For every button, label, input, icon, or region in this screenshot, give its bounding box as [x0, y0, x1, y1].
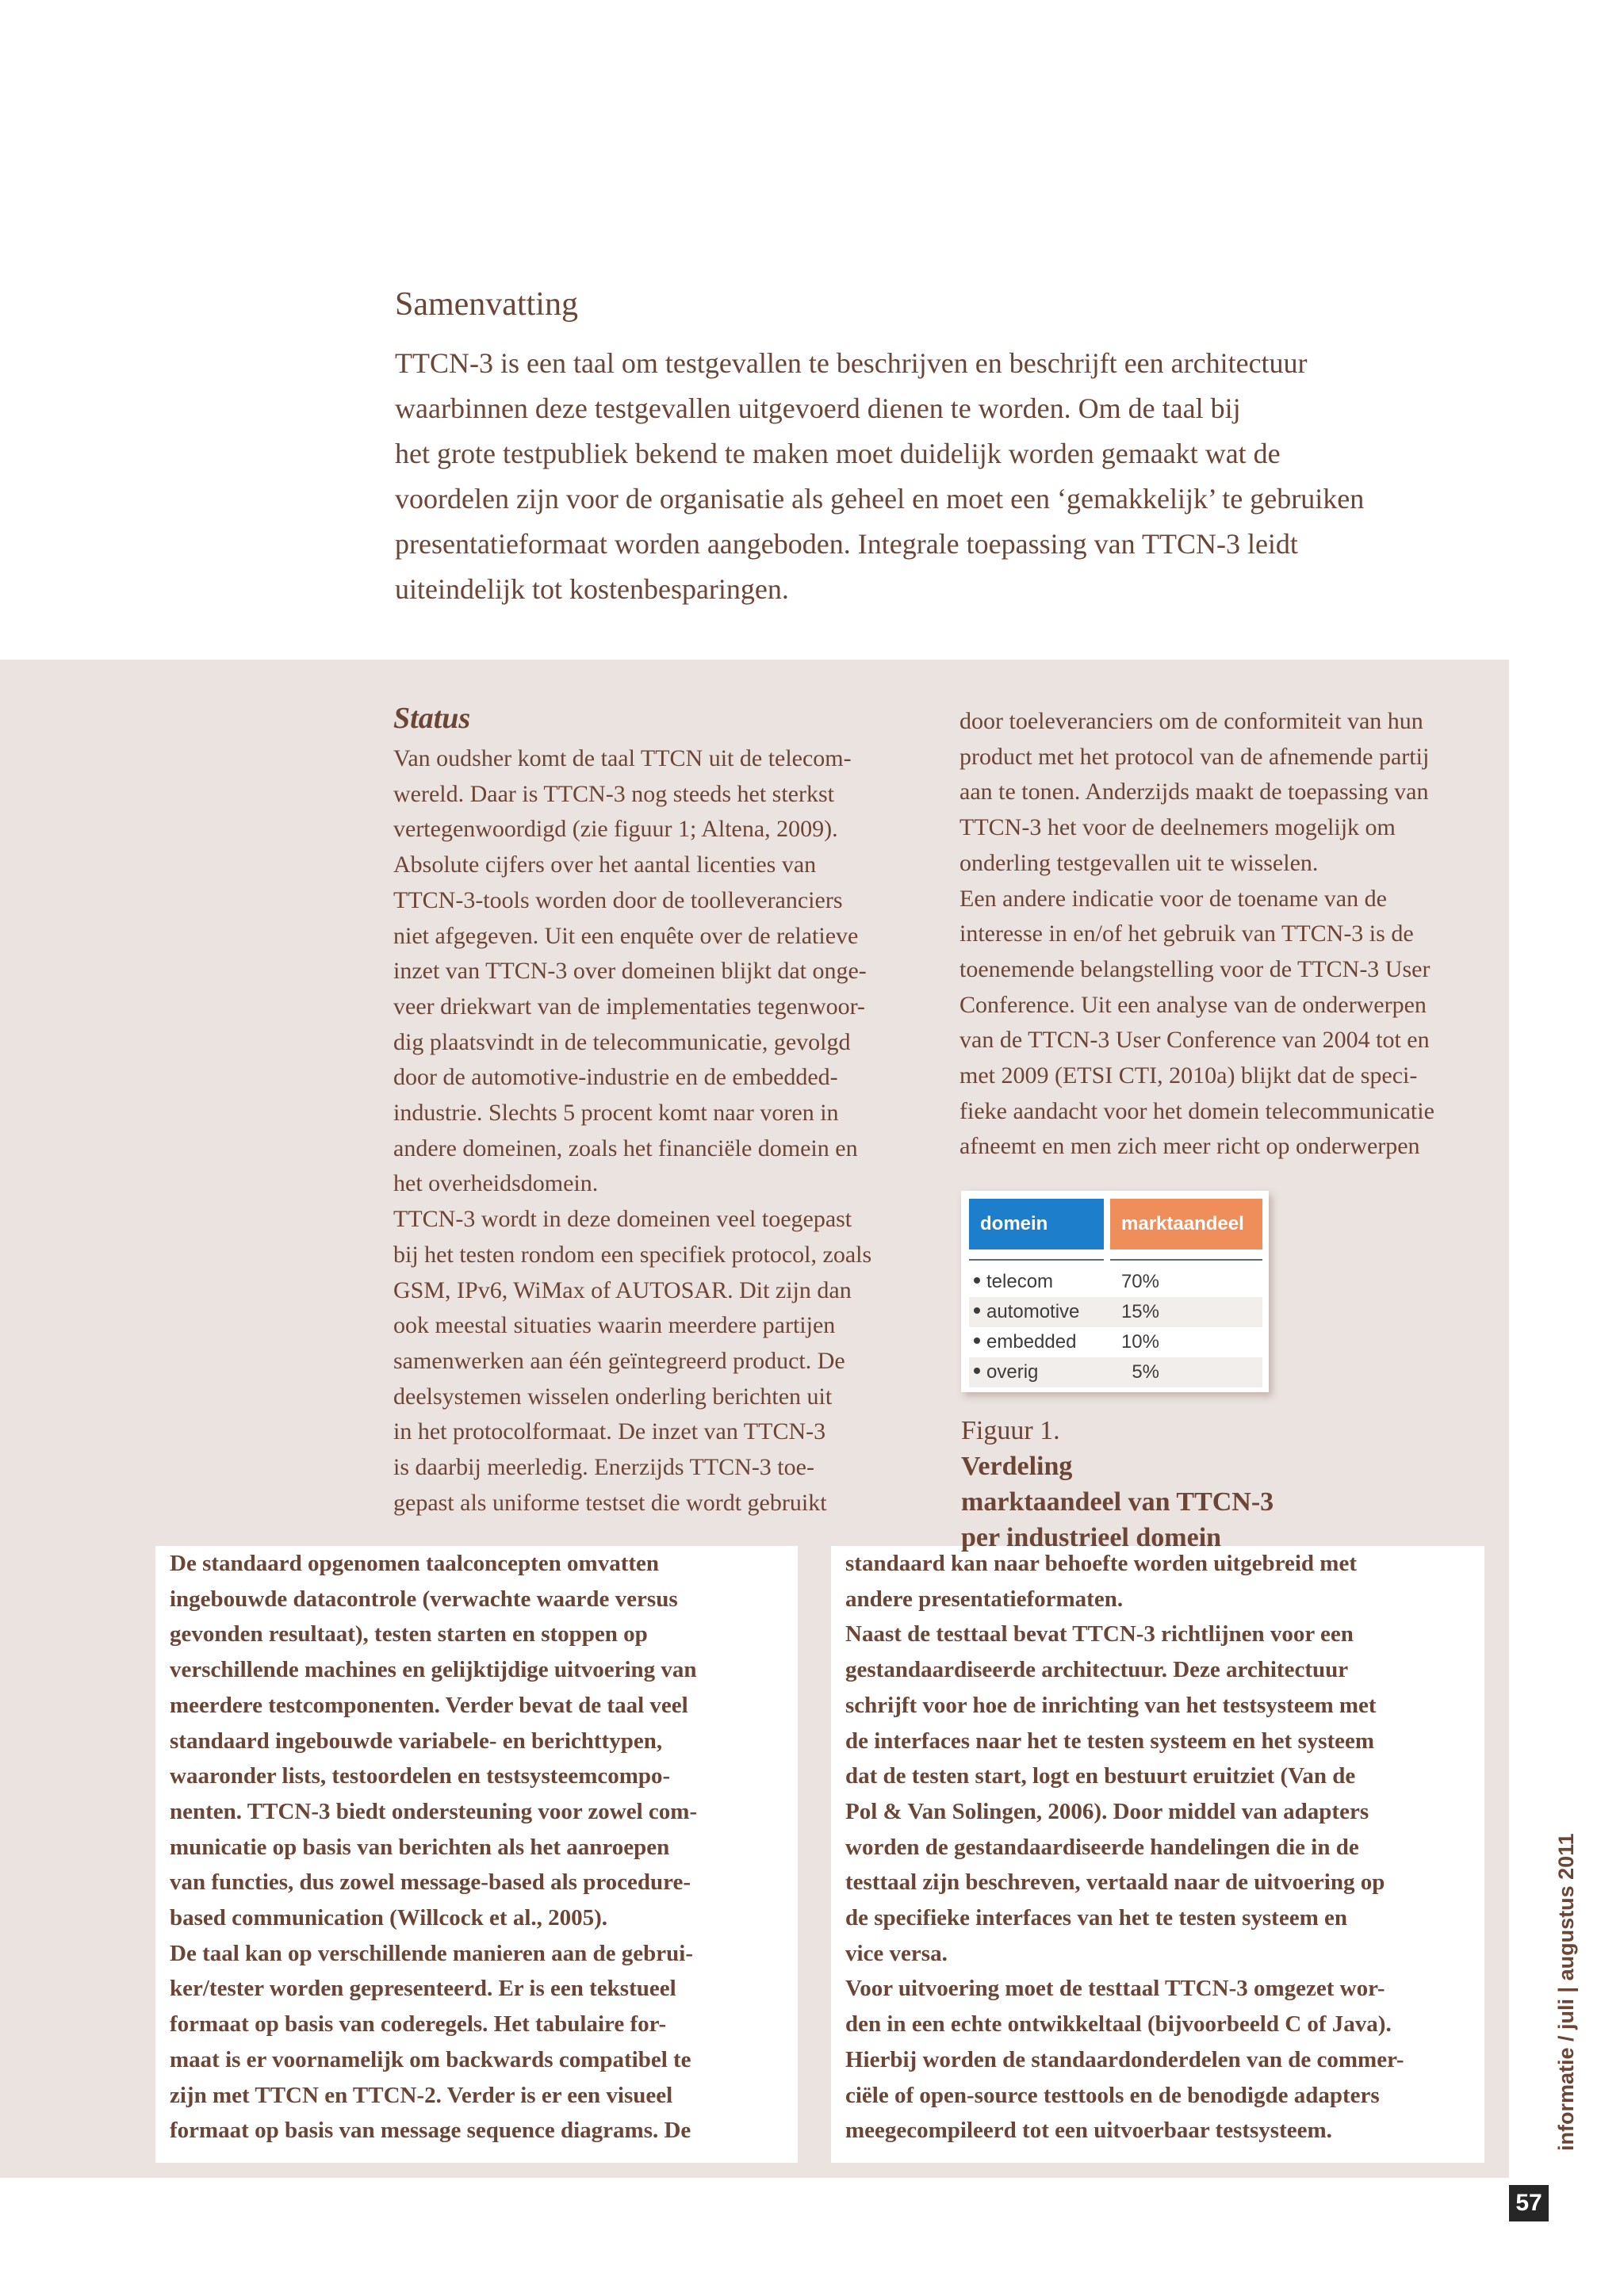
- row-domain: embedded: [986, 1331, 1077, 1353]
- table-header-domain: domein: [969, 1199, 1104, 1249]
- status-column-left: [393, 741, 871, 1521]
- table-row: [969, 1297, 1262, 1327]
- table-header-share: marktaandeel: [1110, 1199, 1262, 1249]
- table-row: [969, 1357, 1262, 1387]
- text-line: maat is er voornamelijk om backwards compatibel te: [170, 2046, 691, 2072]
- text-line: TTCN-3 het voor de deelnemers mogelijk om: [959, 814, 1396, 841]
- text-line: gevonden resultaat), testen starten en stoppen op: [170, 1621, 648, 1647]
- text-line: afneemt en men zich meer richt op onderwerpen: [959, 1133, 1420, 1160]
- text-line: dat de testen start, logt en bestuurt eruitziet (Van de: [845, 1763, 1356, 1789]
- text-line: worden de gestandaardiseerde handelingen die in de: [845, 1834, 1359, 1860]
- caption-prefix: Figuur 1.: [961, 1416, 1060, 1445]
- table-row: [969, 1327, 1262, 1357]
- row-domain: telecom: [986, 1271, 1054, 1292]
- text-line: TTCN-3-tools worden door de toolleveranciers: [393, 886, 843, 913]
- summary-title: Samenvatting: [395, 286, 578, 323]
- row-domain: overig: [986, 1361, 1039, 1383]
- text-line: dig plaatsvindt in de telecommunicatie, gevolgd: [393, 1028, 851, 1055]
- text-line: vice versa.: [845, 1940, 948, 1966]
- text-line: De standaard opgenomen taalconcepten omvatten: [170, 1551, 660, 1576]
- text-line: testtaal zijn beschreven, vertaald naar de uitvoering op: [845, 1869, 1385, 1896]
- text-line: deelsystemen wisselen onderling berichten uit: [393, 1383, 833, 1410]
- text-line: van de TTCN-3 User Conference van 2004 tot en: [959, 1027, 1430, 1054]
- row-share: 5%: [1132, 1361, 1159, 1383]
- text-line: veer driekwart van de implementaties tegenwoor-: [393, 993, 865, 1020]
- text-line: nenten. TTCN-3 biedt ondersteuning voor zowel com-: [170, 1798, 698, 1824]
- text-line: niet afgegeven. Uit een enquête over de relatieve: [393, 922, 859, 949]
- text-line: verschillende machines en gelijktijdige uitvoering van: [170, 1657, 697, 1683]
- text-line: gepast als uniforme testset die wordt gebruikt: [393, 1489, 827, 1516]
- text-line: andere presentatieformaten.: [845, 1586, 1124, 1612]
- text-line: door toeleveranciers om de conformiteit van hun: [959, 708, 1423, 734]
- row-share: 15%: [1120, 1301, 1159, 1322]
- row-share: 70%: [1120, 1271, 1159, 1292]
- market-share-table: [961, 1191, 1269, 1392]
- text-line: industrie. Slechts 5 procent komt naar voren in: [393, 1100, 839, 1127]
- text-line: de interfaces naar het te testen systeem en het systeem: [845, 1728, 1375, 1754]
- text-line: interesse in en/of het gebruik van TTCN-3 is de: [959, 920, 1414, 947]
- summary-line: voordelen zijn voor de organisatie als geheel en moet een ‘gemakkelijk’ te gebruiken: [395, 483, 1365, 515]
- text-line: door de automotive-industrie en de embedded-: [393, 1064, 838, 1091]
- text-line: wereld. Daar is TTCN-3 nog steeds het sterkst: [393, 780, 834, 807]
- summary-line: presentatieformaat worden aangeboden. Integrale toepassing van TTCN-3 leidt: [395, 528, 1298, 560]
- summary-line: waarbinnen deze testgevallen uitgevoerd dienen te worden. Om de taal bij: [395, 392, 1241, 424]
- body-column-right: [845, 1546, 1404, 2149]
- text-line: Conference. Uit een analyse van de onderwerpen: [959, 991, 1427, 1018]
- status-column-right: [959, 704, 1434, 1165]
- text-line: ciële of open-source testtools en de benodigde adapters: [845, 2082, 1380, 2108]
- text-line: fieke aandacht voor het domein telecommunicatie: [959, 1097, 1434, 1124]
- text-line: met 2009 (ETSI CTI, 2010a) blijkt dat de speci-: [959, 1062, 1418, 1089]
- text-line: andere domeinen, zoals het financiële domein en: [393, 1135, 858, 1161]
- text-line: inzet van TTCN-3 over domeinen blijkt dat onge-: [393, 958, 867, 985]
- text-line: based communication (Willcock et al., 2005).: [170, 1905, 608, 1931]
- text-line: formaat op basis van coderegels. Het tabulaire for-: [170, 2011, 667, 2038]
- table-rule: [969, 1259, 1104, 1261]
- text-line: standaard ingebouwde variabele- en berichttypen,: [170, 1728, 663, 1754]
- body-column-left: [170, 1546, 697, 2149]
- text-line: standaard kan naar behoefte worden uitgebreid met: [845, 1551, 1357, 1576]
- caption-title: Verdeling: [961, 1452, 1073, 1481]
- text-line: meerdere testcomponenten. Verder bevat de taal veel: [170, 1692, 688, 1718]
- text-line: Pol & Van Solingen, 2006). Door middel van adapters: [845, 1798, 1369, 1824]
- text-line: De taal kan op verschillende manieren aan de gebrui-: [170, 1940, 694, 1966]
- summary-body: [395, 341, 1505, 612]
- table-row: [969, 1267, 1262, 1297]
- summary-line: uiteindelijk tot kostenbesparingen.: [395, 573, 789, 605]
- text-line: meegecompileerd tot een uitvoerbaar testsysteem.: [845, 2118, 1332, 2144]
- text-line: formaat op basis van message sequence diagrams. De: [170, 2118, 691, 2144]
- text-line: product met het protocol van de afnemende partij: [959, 743, 1430, 770]
- text-line: is daarbij meerledig. Enerzijds TTCN-3 toe-: [393, 1454, 814, 1481]
- text-line: Absolute cijfers over het aantal licenties van: [393, 851, 817, 878]
- caption-title: marktaandeel van TTCN-3: [961, 1487, 1274, 1517]
- publication-footer: informatie / juli | augustus 2011: [1554, 1833, 1578, 2151]
- text-line: van functies, dus zowel message-based als procedure-: [170, 1869, 691, 1896]
- text-line: waaronder lists, testoordelen en testsysteemcompo-: [170, 1763, 671, 1789]
- text-line: Naast de testtaal bevat TTCN-3 richtlijnen voor een: [845, 1621, 1354, 1647]
- text-line: Een andere indicatie voor de toename van de: [959, 885, 1387, 912]
- caption-title: per industrieel domein: [961, 1523, 1222, 1552]
- text-line: zijn met TTCN en TTCN-2. Verder is er een visueel: [170, 2082, 673, 2108]
- text-line: municatie op basis van berichten als het aanroepen: [170, 1834, 670, 1860]
- row-share: 10%: [1120, 1331, 1159, 1353]
- text-line: de specifieke interfaces van het te testen systeem en: [845, 1905, 1347, 1931]
- text-line: ook meestal situaties waarin meerdere partijen: [393, 1312, 836, 1339]
- text-line: TTCN-3 wordt in deze domeinen veel toegepast: [393, 1206, 852, 1233]
- text-line: den in een echte ontwikkeltaal (bijvoorbeeld C of Java).: [845, 2011, 1392, 2038]
- table-rule: [1110, 1259, 1262, 1261]
- text-line: onderling testgevallen uit te wisselen.: [959, 849, 1319, 876]
- text-line: samenwerken aan één geïntegreerd product. De: [393, 1347, 845, 1374]
- text-line: Voor uitvoering moet de testtaal TTCN-3 omgezet wor-: [845, 1976, 1385, 2002]
- text-line: vertegenwoordigd (zie figuur 1; Altena, 2009).: [393, 816, 838, 843]
- text-line: GSM, IPv6, WiMax of AUTOSAR. Dit zijn dan: [393, 1276, 852, 1303]
- summary-line: TTCN-3 is een taal om testgevallen te beschrijven en beschrijft een architectuur: [395, 347, 1308, 379]
- text-line: het overheidsdomein.: [393, 1170, 599, 1197]
- text-line: toenemende belangstelling voor de TTCN-3 User: [959, 955, 1431, 982]
- text-line: gestandaardiseerde architectuur. Deze architectuur: [845, 1657, 1349, 1683]
- text-line: schrijft voor hoe de inrichting van het testsysteem met: [845, 1692, 1377, 1718]
- text-line: ker/tester worden gepresenteerd. Er is een tekstueel: [170, 1976, 676, 2002]
- figure-caption: [961, 1413, 1274, 1556]
- text-line: Van oudsher komt de taal TTCN uit de telecom-: [393, 745, 852, 771]
- text-line: in het protocolformaat. De inzet van TTCN-3: [393, 1418, 826, 1445]
- summary-line: het grote testpubliek bekend te maken moet duidelijk worden gemaakt wat de: [395, 438, 1281, 469]
- text-line: Hierbij worden de standaardonderdelen van de commer-: [845, 2046, 1404, 2072]
- text-line: ingebouwde datacontrole (verwachte waarde versus: [170, 1586, 678, 1612]
- text-line: bij het testen rondom een specifiek protocol, zoals: [393, 1241, 872, 1268]
- text-line: aan te tonen. Anderzijds maakt de toepassing van: [959, 779, 1429, 806]
- row-domain: automotive: [986, 1301, 1080, 1322]
- status-heading: Status: [393, 702, 471, 735]
- page-number: 57: [1509, 2185, 1549, 2221]
